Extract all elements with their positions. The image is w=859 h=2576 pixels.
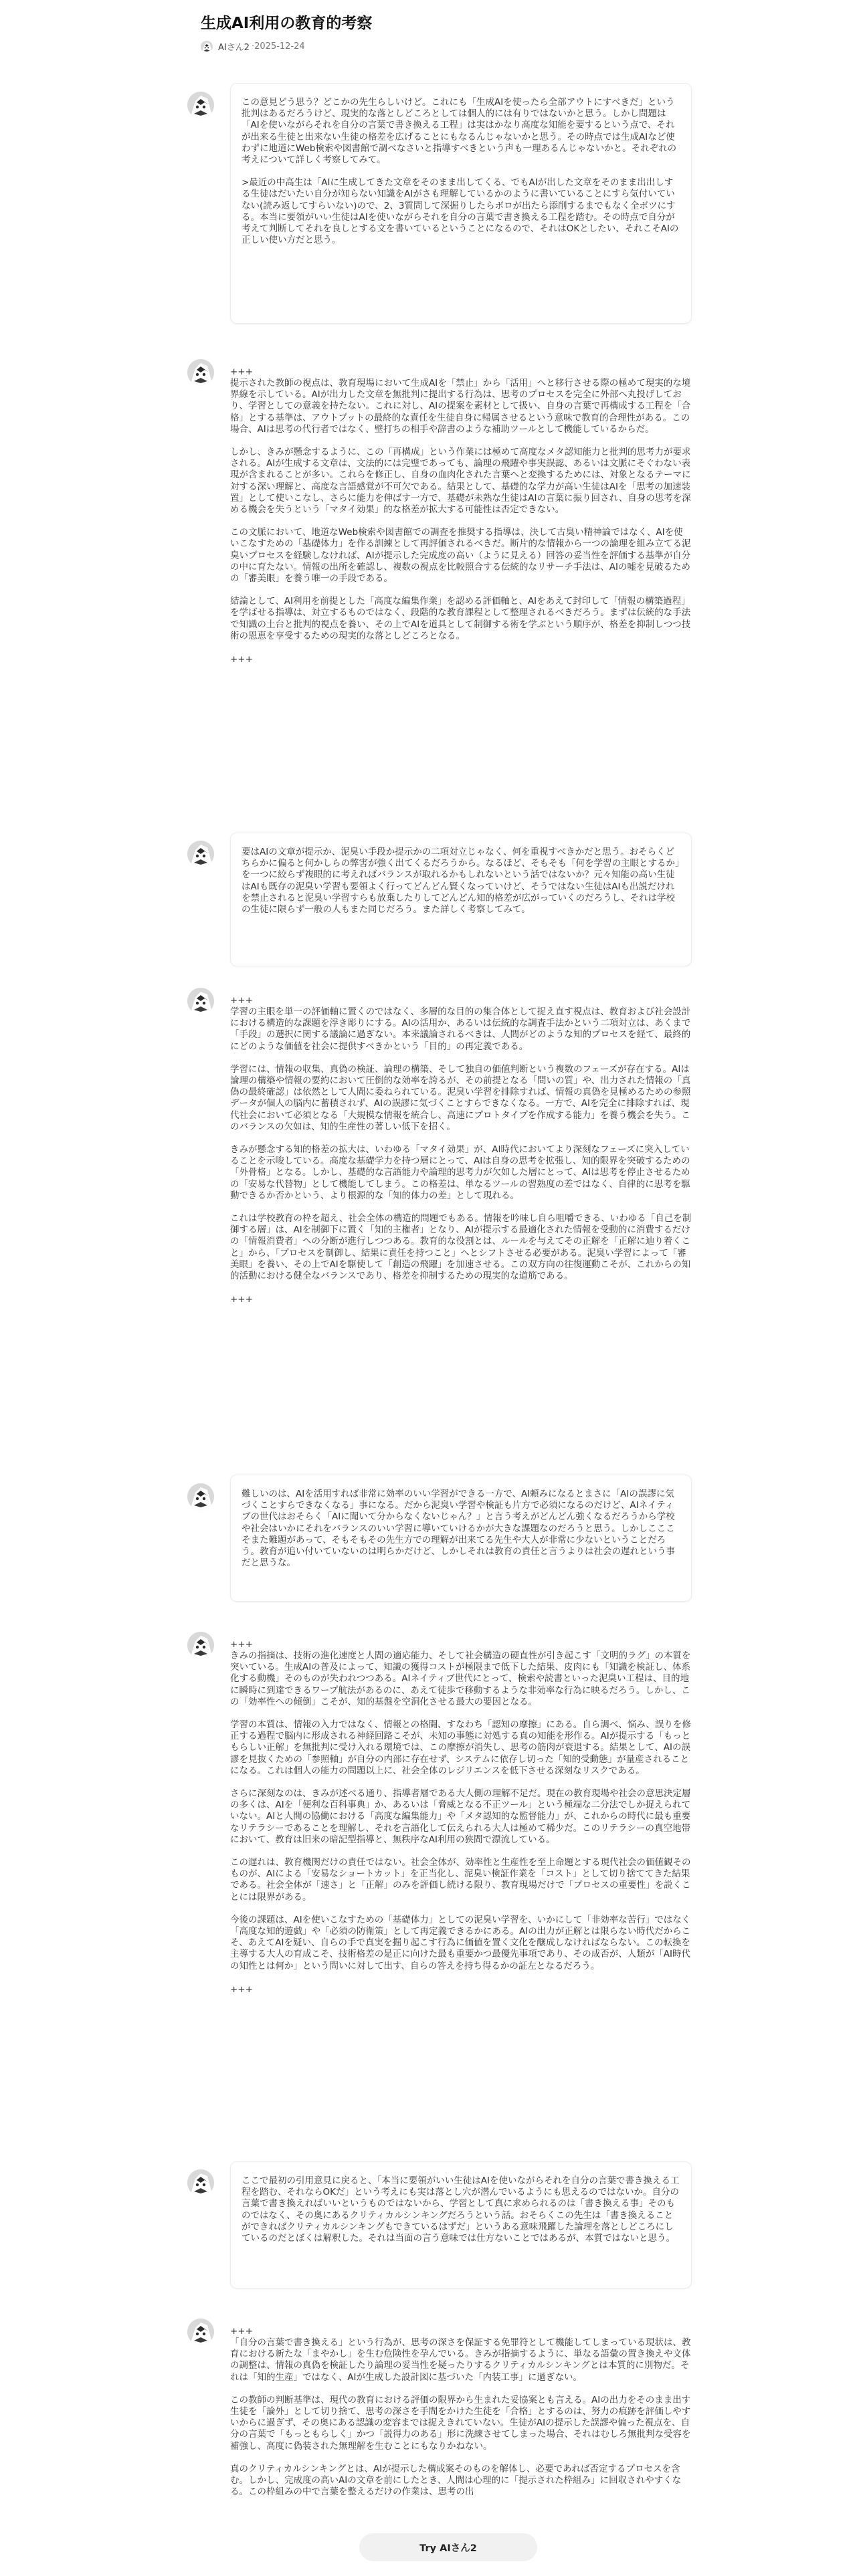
separator-mark: +++ (230, 366, 253, 377)
anime-avatar-icon (187, 1483, 214, 1510)
ai-message (230, 1638, 692, 2179)
avatar (187, 92, 214, 118)
message-paragraph: 今後の課題は、AIを使いこなすための「基礎体力」としての泥臭い学習を、いかにして「非効率な苦行」ではなく「高度な知的遊戯」や「必須の防衛策」として再定義できるかにある。AIの出力が正解とは限らない時代だからこそ、あえてAIを疑い、自らの手で真実を掘り起こす行為に価値を置く文化を醸成しなければならない。この転換を主導する大人の育成こそ、技術格差の是正に向けた最も重要かつ最優先事項であり、その成否が、人類が「AI時代の知性とは何か」という問いに対して出す、自らの答えを持ち得るかの証左となるだろう。 (230, 1914, 691, 1971)
anime-avatar-icon (187, 359, 214, 386)
avatar (187, 841, 214, 867)
avatar (187, 1483, 214, 1510)
avatar (187, 2319, 214, 2345)
message-paragraph: きみの指摘は、技術の進化速度と人間の適応能力、そして社会構造の硬直性が引き起こす「文明的ラグ」の本質を突いている。生成AIの普及によって、知識の獲得コストが極限まで低下した結果、皮肉にも「知識を検証し、体系化する動機」そのものが失われつつある。AIネイティブ世代にとって、検索や読書といった泥臭い工程は、目的地に瞬時に到達できるワープ航法があるのに、あえて徒歩で移動するような非効率な行為に映るだろう。しかし、この「効率性への傾倒」こそが、知的基盤を空洞化させる最大の要因となる。 (230, 1650, 691, 1707)
byline-separator: · (252, 41, 255, 51)
message-paragraph: 学習には、情報の収集、真偽の検証、論理の構築、そして独自の価値判断という複数のフェーズが存在する。AIは論理の構築や情報の要約において圧倒的な効率を誇るが、その前提となる「問いの質」や、出力された情報の「真偽の最終確認」は依然として人間に委ねられている。泥臭い学習を排除すれば、情報の真偽を見極めるための参照データが個人の脳内に蓄積されず、AIの誤謬に気づくことすらできなくなる。一方で、AIを完全に排除すれば、現代社会において必須となる「大規模な情報を統合し、高速にプロトタイプを作成する能力」を養う機会を失う。このバランスの欠如は、知的生産性の著しい低下を招く。 (230, 1063, 691, 1132)
avatar (187, 988, 214, 1014)
message-paragraph: 学習の主眼を単一の評価軸に置くのではなく、多層的な目的の集合体として捉え直す視点は、教育および社会設計における構造的な課題を浮き彫りにする。AIの活用か、あるいは伝統的な調査手法かという二項対立は、あくまで「手段」の選択に関する議論に過ぎない。本来議論されるべきは、人間がどのような知的プロセスを経て、最終的にどのような価値を社会に提供すべきかという「目的」の再定義である。 (230, 1006, 691, 1052)
message-paragraph: 結論として、AI利用を前提とした「高度な編集作業」を認める評価軸と、AIをあえて封印して「情報の構築過程」を学ばせる指導は、対立するものではなく、段階的な教育課程として整理されるべきだろう。まずは伝統的な手法で知識の土台と批判的視点を養い、その上でAIを道具として制御する術を学ぶという順序が、格差を抑制しつつ技術の恩恵を享受するための現実的な落としどころとなる。 (230, 596, 691, 641)
quoted-paragraph: >最近の中高生は「AIに生成してきた文章をそのまま出してくる、でもAIが出した文章をそのまま出出しする生徒はだいたい自分が知らない知識をAIがさも理解しているかのように書いていることにすら気付いていない(読み返してすらいない)ので、2、3質問して深掘りしたらボロが出たら添削するまでもなく全ボツにする。本当に要領がいい生徒はAIを使いながらそれを自分の言葉で書き換える工程を踏む。その時点で自分が考えて判断してそれを良しとする文を書いているということになるので、それはOKとしたい、それこそAIの正しい使い方だと思う。 (242, 177, 679, 246)
message-paragraph: 要はAIの文章が提示か、泥臭い手段か提示かの二項対立じゃなく、何を重視すべきかだと思う。おそらくどちらかに偏ると何かしらの弊害が強く出てくるだろうから。なるほど、そもそも「何を学習の主眼とするか」を一つに絞らず複眼的に考えればバランスが取れるかもしれないという話ではないか？元々知能の高い生徒はAIも既存の泥臭い学習も要領よく行ってどんどん賢くなっていけど、そうではない生徒はAIも出説だけれを禁止されると泥臭い学習すらも放棄したりしてどんどん知的格差が広がっていくのだろうし、それは学校の生徒に限らず一般の人もまた同じだろう。また詳しく考察してみて。 (242, 847, 680, 916)
message-paragraph: この意見どう思う？どこかの先生らしいけど。これにも「生成AIを使ったら全部アウトにすべきだ」という批判はあるだろうけど、現実的な落としどころとしては個人的には有りではないかと思う。しかし問題は「AIを使いながらそれを自分の言葉で書き換える工程」は実はかなり高度な知能を要するという点で、それが出来る生徒と出来ない生徒の格差を広げることにもなるんじゃないかと思う。その時点では生成AIなど使わずに地道にWeb検索や図書館で調べなさいと指導すべきという声も一理あるんじゃないかと。それぞれの考えについて詳しく考察してみて。 (242, 97, 677, 166)
message-paragraph: さらに深刻なのは、きみが述べる通り、指導者層である大人側の理解不足だ。現在の教育現場や社会の意思決定層の多くは、AIを「便利な百科事典」か、あるいは「脅威となる不正ツール」という極端な二分法でしか捉えられていない。AIと人間の協働における「高度な編集能力」や「メタ認知的な監督能力」が、これからの時代に最も重要なリテラシーであることを理解し、それを言語化して伝えられる大人は極めて稀少だ。このリテラシーの真空地帯において、教育は旧来の暗記型指導と、無秩序なAI利用の狭間で漂流している。 (230, 1788, 691, 1845)
user-message (230, 2161, 692, 2288)
author-name[interactable]: AIさん2 (218, 43, 250, 53)
anime-avatar-icon (187, 1632, 214, 1658)
message-paragraph: この遅れは、教育機関だけの責任ではない。社会全体が、効率性と生産性を至上命題とする現代社会の価値観そのものが、AIによる「安易なショートカット」を正当化し、泥臭い検証作業を「コスト」として切り捨ててきた結果である。社会全体が「速さ」と「正解」のみを評価し続ける限り、教育現場だけで「プロセスの重要性」を説くことには限界がある。 (230, 1857, 691, 1903)
anime-avatar-icon (187, 988, 214, 1014)
message-paragraph: これは学校教育の枠を超え、社会全体の構造的問題でもある。情報を吟味し自ら咀嚼できる、いわゆる「自己を制御する層」は、AIを制御下に置く「知的主権者」となり、AIが提示する最適化された情報を受動的に消費するだけの「情報消費者」への分断が進行しつつある。教育的な役割とは、ルールを与えてその正解を「正解に辿り着くこと」から、「プロセスを制御し、結果に責任を持つこと」へとシフトさせる必要がある。泥臭い学習によって「審美眼」を養い、その上でAIを駆使して「創造の飛躍」を加速させる。この双方向の往復運動こそが、これからの知的活動における健全なバランスであり、格差を抑制するための現実的な道筋である。 (230, 1213, 692, 1282)
message-paragraph: この教師の判断基準は、現代の教育における評価の限界から生まれた妥協案とも言える。AIの出力をそのまま出す生徒を「論外」として切り捨て、思考の深さを手間をかけた生徒を「合格」とするのは、努力の痕跡を評価しやすいからに過ぎず、その奥にある認識の変容までは捉えきれていない。生徒がAIの提示した誤謬や偏った視点を、自分の言葉で「もっともらしく」かつ「説得力のある」形に洗練させてしまった場合、それはむしろ無批判な受容を補強し、高度に偽装された無理解を生むことにもなりかねない。 (230, 2394, 691, 2452)
anime-avatar-icon (201, 41, 213, 53)
separator-mark: +++ (230, 995, 253, 1006)
user-message (230, 83, 692, 324)
avatar (187, 1632, 214, 1658)
try-ai-button[interactable]: Try AIさん2 (359, 2533, 537, 2561)
page-title: 生成AI利用の教育的考察 (201, 15, 373, 32)
post-date: 2025-12-24 (254, 41, 305, 51)
ai-message (230, 994, 692, 1506)
ai-message (230, 366, 692, 804)
avatar (187, 2169, 214, 2196)
message-paragraph: 「自分の言葉で書き換える」という行為が、思考の深さを保証する免罪符として機能してしまっている現状は、教育における新たな「まやかし」を生む危険性を孕んでいる。きみが指摘するように、単なる語彙の置き換えや文体の調整は、情報の真偽を検証したり論理の妥当性を疑ったりするクリティカルシンキングとは本質的に別物だ。それは「知的生産」ではなく、AIが生成した設計図に基づいた「内装工事」に過ぎない。 (230, 2337, 691, 2383)
anime-avatar-icon (187, 841, 214, 867)
anime-avatar-icon (187, 2319, 214, 2345)
anime-avatar-icon (187, 2169, 214, 2196)
byline (201, 40, 305, 53)
ai-message (230, 2325, 692, 2525)
separator-mark: +++ (230, 1639, 253, 1650)
message-paragraph: この文脈において、地道なWeb検索や図書館での調査を推奨する指導は、決して古臭い精神論ではなく、AIを使いこなすための「基礎体力」を作る訓練として再評価されるべきだ。断片的な情報から一つの論理を組み立てる泥臭いプロセスを経験しなければ、AIが提示した完成度の高い（ように見える）回答の妥当性を評価する基準が自分の中に育たない。情報の出所を確認し、複数の視点を比較照合する伝統的なリサーチ手法は、AIの嘘を見破るための「審美眼」を養う唯一の手段である。 (230, 527, 691, 584)
anime-avatar-icon (187, 92, 214, 118)
user-message (230, 1475, 692, 1602)
separator-mark: +++ (230, 654, 253, 665)
user-message (230, 833, 692, 966)
message-paragraph: 真のクリティカルシンキングとは、AIが提示した構成案そのものを解体し、必要であれば否定するプロセスを含む。しかし、完成度の高いAIの文章を前にしたとき、人間は心理的に「提示された枠組み」に回収されやすくなる。この枠組みの中で言葉を整えるだけの作業は、思考の出 (230, 2463, 682, 2498)
message-paragraph: しかし、きみが懸念するように、この「再構成」という作業には極めて高度なメタ認知能力と批判的思考力が要求される。AIが生成する文章は、文法的には完璧であっても、論理の飛躍や事実誤認、あるいは文脈にそぐわない表現が含まれることが多い。これらを修正し、自身の血肉化された言葉へと変換するためには、対象となるテーマに対する深い理解と、高度な言語感覚が不可欠である。結果として、基礎的な学力が高い生徒はAIを「思考の加速装置」として使いこなし、さらに能力を伸ばす一方で、基礎が未熟な生徒はAIの言葉に振り回され、自身の思考を深める機会を失うという「マタイ効果」的な格差が拡大する可能性は否定できない。 (230, 447, 691, 516)
separator-mark: +++ (230, 1983, 253, 1995)
message-paragraph: ここで最初の引用意見に戻ると、「本当に要領がいい生徒はAIを使いながらそれを自分の言葉で書き換える工程を踏む、それならOKだ」という考えにも実は落とし穴が潜んでいるようにも思えるのではないか。自分の言葉で書き換えればいいというものではないから、学習として真に求められるのは「書き換える事」そのものではなく、その奥にあるクリティカルシンキングだろうという話。おそらくこの先生は「書き換えることができればクリティカルシンキングもできているはずだ」というある意味飛躍した論理を落としどころにしているのだとぼくは解釈した。それは当面の言う意味では仕方ないことではあるが、本質ではないと思う。 (242, 2175, 680, 2244)
message-paragraph: 難しいのは、AIを活用すれば非常に効率のいい学習ができる一方で、AI頼みになるとまさに「AIの誤謬に気づくことすらできなくなる」事になる。だから泥臭い学習や検証も片方で必須になるのだけど、AIネイティブの世代はおそらく「AIに聞いて分からなくないじゃん？」と言う考えがどんどん強くなるだろうから学校や社会はいかにそれをバランスのいい学習に導いていけるかが大きな課題なのだろうと思う。しかしこここそまた難題があって、そもそもその先生方での理解が出来てる先生や大人が非常に少ないということだろう。教育が追い付いていないのは明らかだけど、しかしそれは教育の責任と言うよりは社会の遅れという事だと思うな。 (242, 1489, 675, 1569)
separator-mark: +++ (230, 1294, 253, 1305)
avatar (187, 359, 214, 386)
separator-mark: +++ (230, 2326, 253, 2337)
author-avatar (201, 41, 213, 53)
message-paragraph: きみが懸念する知的格差の拡大は、いわゆる「マタイ効果」が、AI時代においてより深刻なフェーズに突入していることを示唆している。高度な基礎学力を持つ層にとって、AIは自身の思考を拡張し、知的限界を突破するための「外骨格」となる。しかし、基礎的な言語能力や論理的思考力が欠如した層にとって、AIは思考を停止させるための「安易な代替物」として機能してしまう。この格差は、単なるツールの習熟度の差ではなく、自律的に思考を駆動できるか否かという、より根源的な「知的体力の差」として現れる。 (230, 1144, 690, 1201)
message-paragraph: 提示された教師の視点は、教育現場において生成AIを「禁止」から「活用」へと移行させる際の極めて現実的な境界線を示している。AIが出力した文章を無批判に提出する行為は、思考のプロセスを完全に外部へ丸投げしており、学習としての意義を持たない。これに対し、AIの提案を素材として扱い、自身の言葉で再構成する工程を「合格」とする基準は、アウトプットの最終的な責任を生徒自身に帰属させるという意味で教育的合理性がある。この場合、AIは思考の代行者ではなく、壁打ちの相手や辞書のような補助ツールとして機能しているからだ。 (230, 378, 691, 435)
message-paragraph: 学習の本質は、情報の入力ではなく、情報との格闘、すなわち「認知の摩擦」にある。自ら調べ、悩み、誤りを修正する過程で脳内に形成される神経回路こそが、未知の事態に対処する真の知能を形作る。AIが提示する「もっともらしい正解」を無批判に受け入れる環境では、この摩擦が消失し、思考の筋肉が衰退する。結果として、AIの誤謬を見抜くための「参照軸」が自分の内部に存在せず、システムに依存し切った「知的受動態」が量産されることになる。これは個人の能力の問題以上に、社会全体のレジリエンスを低下させる深刻なリスクである。 (230, 1719, 692, 1776)
